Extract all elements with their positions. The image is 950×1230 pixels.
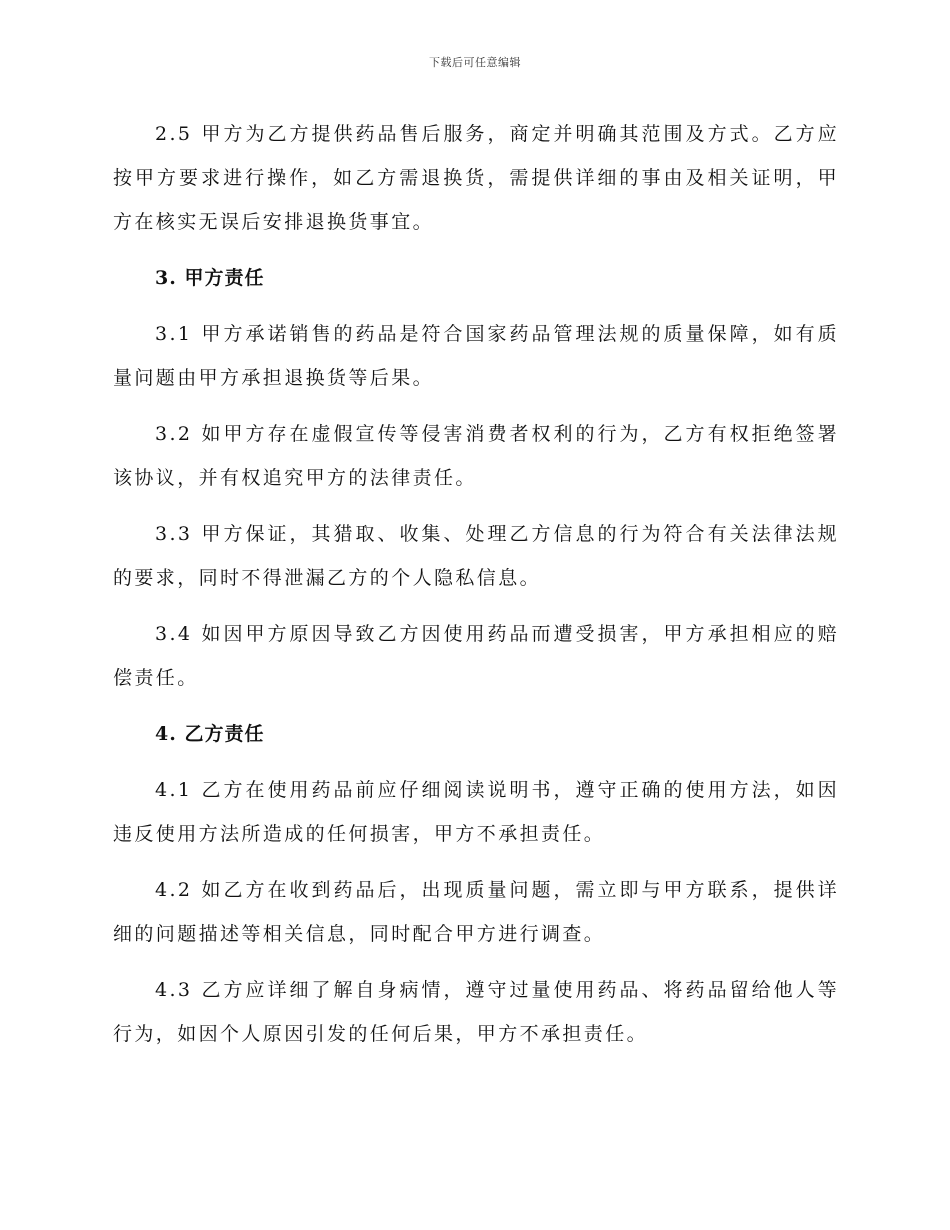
clause-4-2: 4.2 如乙方在收到药品后，出现质量问题，需立即与甲方联系，提供详细的问题描述等相关信息，同时配合甲方进行调查。 (113, 879, 839, 945)
clause-3-2: 3.2 如甲方存在虚假宣传等侵害消费者权利的行为，乙方有权拒绝签署该协议，并有权追究甲方的法律责任。 (113, 423, 839, 489)
clause-3-3: 3.3 甲方保证，其猎取、收集、处理乙方信息的行为符合有关法律法规的要求，同时不得泄漏乙方的个人隐私信息。 (113, 523, 839, 589)
clause-4-1: 4.1 乙方在使用药品前应仔细阅读说明书，遵守正确的使用方法，如因违反使用方法所造成的任何损害，甲方不承担责任。 (113, 779, 839, 845)
clause-4-3: 4.3 乙方应详细了解自身病情，遵守过量使用药品、将药品留给他人等行为，如因个人原因引发的任何后果，甲方不承担责任。 (113, 979, 839, 1045)
section-heading-4: 4. 乙方责任 (155, 723, 265, 745)
page-header-note: 下载后可任意编辑 (429, 56, 521, 69)
clause-3-1: 3.1 甲方承诺销售的药品是符合国家药品管理法规的质量保障，如有质量问题由甲方承担退换货等后果。 (113, 323, 839, 389)
document-body (113, 112, 839, 1068)
clause-2-5: 2.5 甲方为乙方提供药品售后服务，商定并明确其范围及方式。乙方应按甲方要求进行操作，如乙方需退换货，需提供详细的事由及相关证明，甲方在核实无误后安排退换货事宜。 (113, 123, 839, 233)
clause-3-4: 3.4 如因甲方原因导致乙方因使用药品而遭受损害，甲方承担相应的赔偿责任。 (113, 623, 839, 689)
section-heading-3: 3. 甲方责任 (155, 267, 265, 289)
